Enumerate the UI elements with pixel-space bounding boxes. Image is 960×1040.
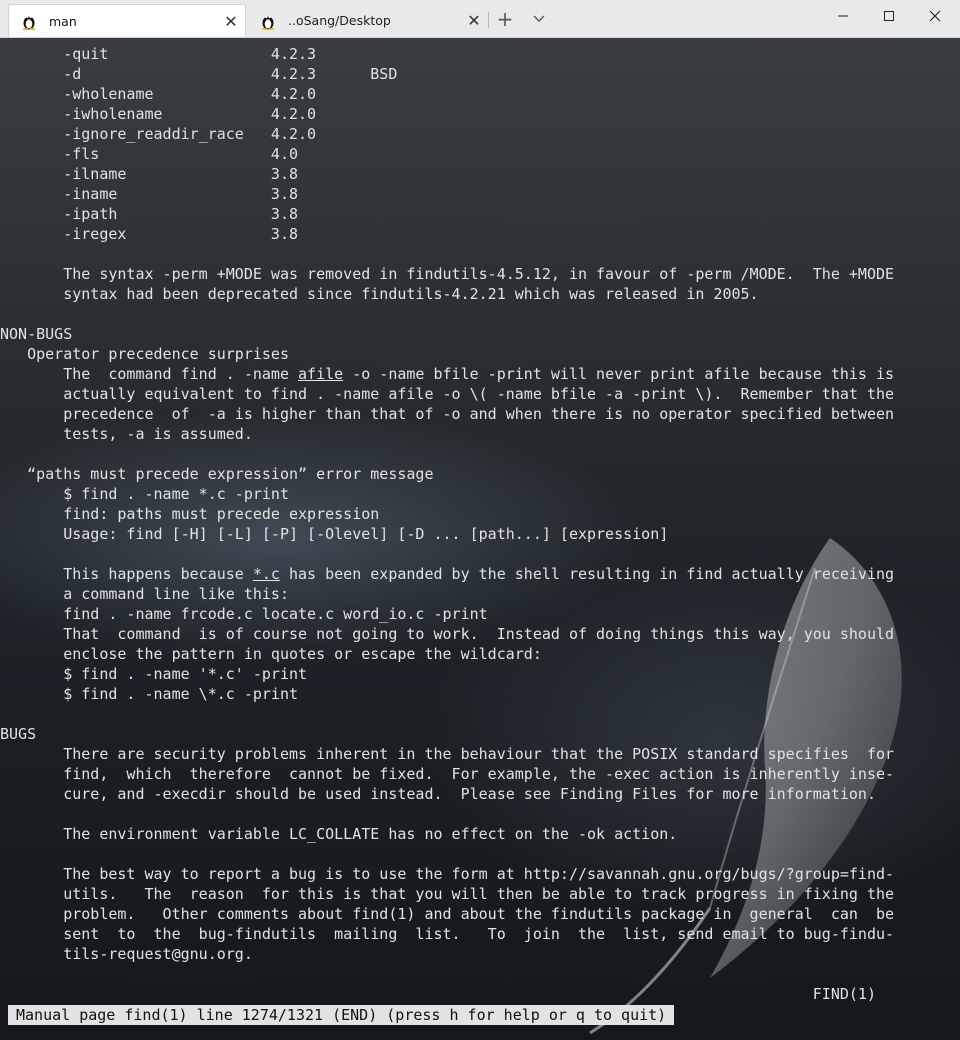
man-line: The command find . -name afile -o -name bfile -print will never print afile because this is bbox=[0, 365, 895, 383]
man-line: cure, and -execdir should be used instead. Please see Finding Files for more information. bbox=[0, 785, 876, 803]
man-line: The best way to report a bug is to use the form at http://savannah.gnu.org/bugs/?group=find- bbox=[0, 865, 895, 883]
man-line: BUGS bbox=[0, 725, 37, 743]
man-line: $ find . -name '*.c' -print bbox=[0, 665, 308, 683]
close-icon bbox=[929, 10, 941, 22]
man-line: tils-request@gnu.org. bbox=[0, 945, 253, 963]
man-line: syntax had been deprecated since findutils-4.2.21 which was released in 2005. bbox=[0, 285, 759, 303]
man-line: utils. The reason for this is that you will then be able to track progress in fixing the bbox=[0, 885, 895, 903]
man-line: find: paths must precede expression bbox=[0, 505, 380, 523]
chevron-down-icon bbox=[532, 13, 546, 23]
tab-man[interactable] bbox=[8, 4, 246, 37]
tab-divider bbox=[488, 12, 489, 28]
man-line: precedence of -a is higher than that of -o and when there is no operator specified between bbox=[0, 405, 895, 423]
tab-bar bbox=[0, 0, 960, 38]
new-tab-button[interactable]: + bbox=[496, 7, 514, 31]
minimize-icon bbox=[837, 10, 849, 22]
man-line: NON-BUGS bbox=[0, 325, 73, 343]
maximize-icon bbox=[883, 10, 895, 22]
man-line: Operator precedence surprises bbox=[0, 345, 289, 363]
man-line: actually equivalent to find . -name afile -o \( -name bfile -a -print \). Remember that the bbox=[0, 385, 895, 403]
man-line: There are security problems inherent in the behaviour that the POSIX standard specifies for bbox=[0, 745, 895, 763]
man-line: $ find . -name *.c -print bbox=[0, 485, 289, 503]
man-line: That command is of course not going to work. Instead of doing things this way, you should bbox=[0, 625, 895, 643]
man-line: -ipath 3.8 bbox=[0, 205, 299, 223]
man-line: -quit 4.2.3 bbox=[0, 45, 317, 63]
man-line: The environment variable LC_COLLATE has no effect on the -ok action. bbox=[0, 825, 678, 843]
close-tab-icon[interactable]: ✕ bbox=[467, 11, 481, 30]
man-line: Usage: find [-H] [-L] [-P] [-Olevel] [-D ... [path...] [expression] bbox=[0, 525, 669, 543]
man-line: -fls 4.0 bbox=[0, 145, 299, 163]
man-line: -iwholename 4.2.0 bbox=[0, 105, 317, 123]
man-line: This happens because *.c has been expanded by the shell resulting in find actually receiving bbox=[0, 565, 895, 583]
man-line: find . -name frcode.c locate.c word_io.c -print bbox=[0, 605, 488, 623]
man-line: problem. Other comments about find(1) and about the findutils package in general can be bbox=[0, 905, 895, 923]
tab-desktop[interactable] bbox=[248, 4, 488, 37]
close-tab-icon[interactable]: ✕ bbox=[224, 11, 238, 31]
man-line: find, which therefore cannot be fixed. For example, the -exec action is inherently inse- bbox=[0, 765, 895, 783]
tux-icon bbox=[260, 12, 276, 30]
man-line: -d 4.2.3 BSD bbox=[0, 65, 398, 83]
pager-status-bar: Manual page find(1) line 1274/1321 (END) (press h for help or q to quit) bbox=[8, 1005, 674, 1025]
underlined-term: afile bbox=[298, 365, 344, 383]
man-line: -iname 3.8 bbox=[0, 185, 299, 203]
man-line: The syntax -perm +MODE was removed in findutils-4.5.12, in favour of -perm /MODE. The +MODE bbox=[0, 265, 895, 283]
man-line: -ilname 3.8 bbox=[0, 165, 299, 183]
tab-title: ..oSang/Desktop bbox=[288, 13, 391, 28]
underlined-term: *.c bbox=[252, 565, 280, 583]
tab-title: man bbox=[49, 13, 77, 29]
man-line: -ignore_readdir_race 4.2.0 bbox=[0, 125, 317, 143]
terminal-viewport[interactable] bbox=[0, 38, 960, 1040]
man-line: -wholename 4.2.0 bbox=[0, 85, 317, 103]
man-line: “paths must precede expression” error message bbox=[0, 465, 434, 483]
close-window-button[interactable] bbox=[912, 0, 958, 37]
man-line: a command line like this: bbox=[0, 585, 289, 603]
man-line: $ find . -name \*.c -print bbox=[0, 685, 299, 703]
man-line: FIND(1) bbox=[0, 985, 876, 1003]
tux-icon bbox=[21, 12, 37, 30]
man-line: sent to the bug-findutils mailing list. To join the list, send email to bug-findu- bbox=[0, 925, 895, 943]
man-line: tests, -a is assumed. bbox=[0, 425, 253, 443]
maximize-button[interactable] bbox=[866, 0, 912, 37]
man-line: -iregex 3.8 bbox=[0, 225, 299, 243]
minimize-button[interactable] bbox=[820, 0, 866, 37]
tab-dropdown-button[interactable] bbox=[528, 6, 550, 32]
man-line: enclose the pattern in quotes or escape the wildcard: bbox=[0, 645, 542, 663]
